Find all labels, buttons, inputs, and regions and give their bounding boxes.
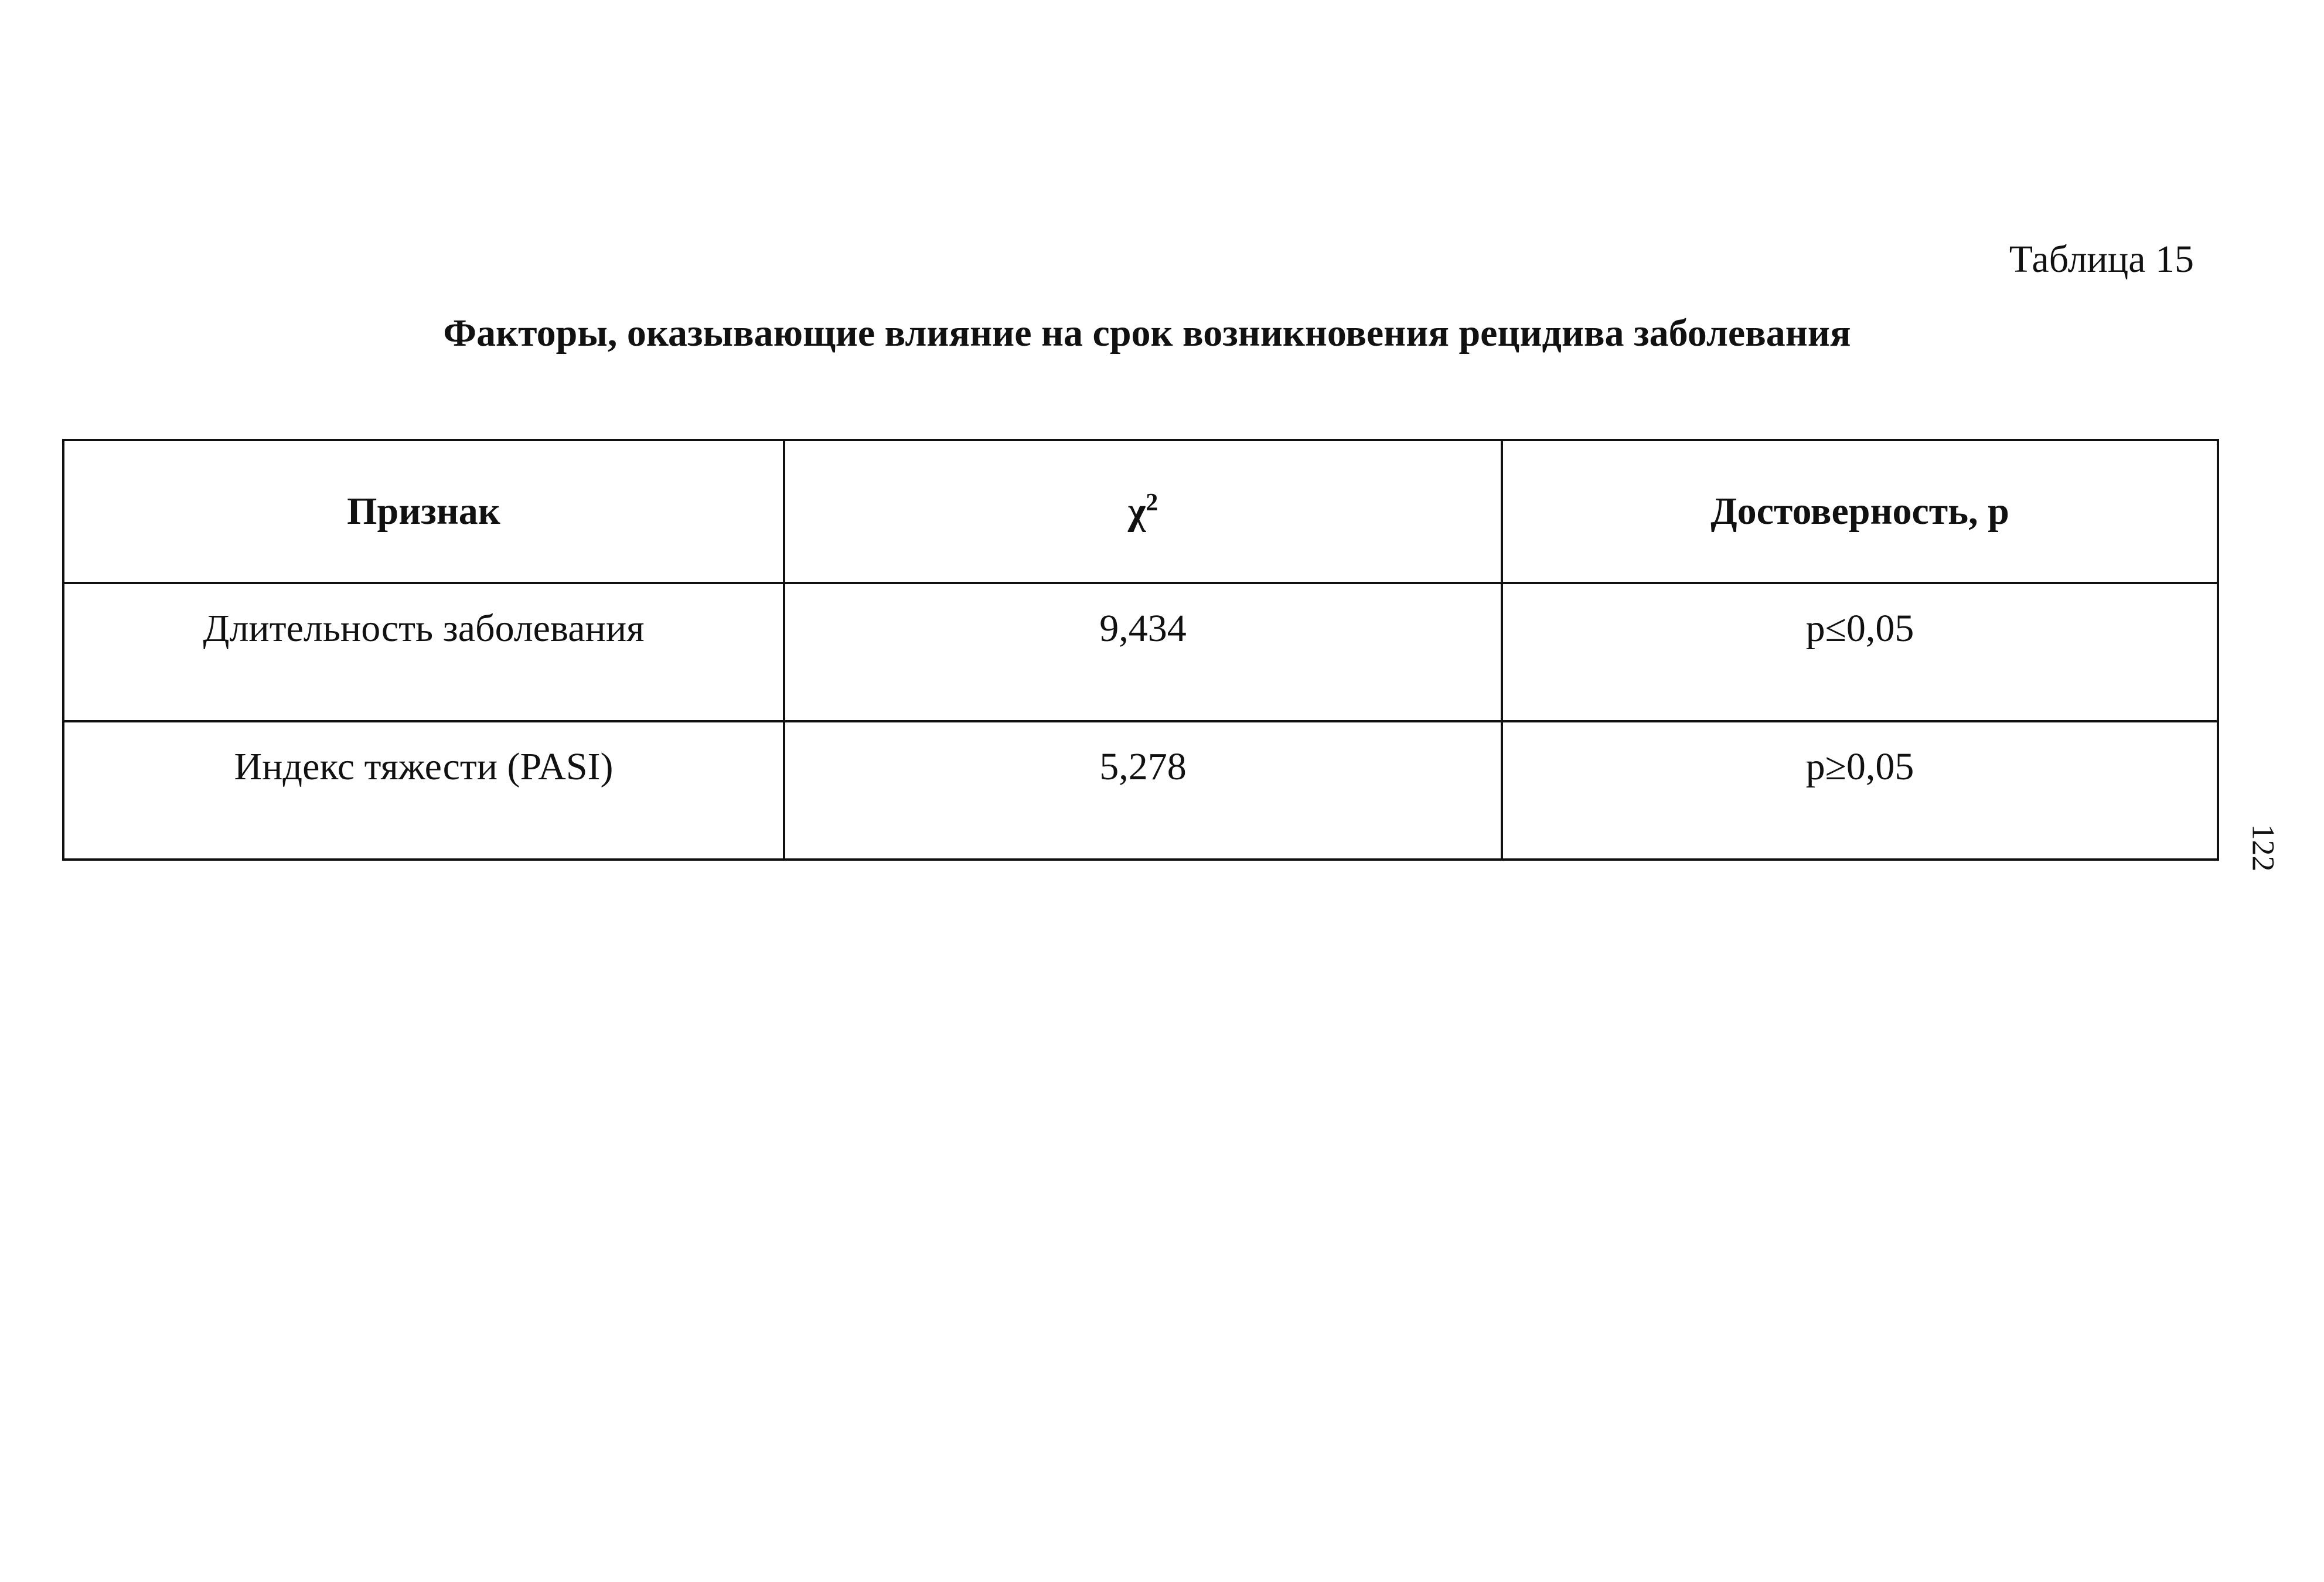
cell-feature: Длительность заболевания xyxy=(63,583,784,721)
table-title: Факторы, оказывающие влияние на срок возникновения рецидива заболевания xyxy=(443,312,1851,354)
chi-symbol: χ xyxy=(1127,490,1146,533)
page-number: 122 xyxy=(2245,824,2281,872)
header-significance: Достоверность, р xyxy=(1502,440,2218,583)
cell-p-value: р≥0,05 xyxy=(1502,721,2218,860)
table-row xyxy=(63,583,2218,721)
cell-chi2: 9,434 xyxy=(784,583,1502,721)
results-table xyxy=(62,439,2219,861)
cell-feature: Индекс тяжести (PASI) xyxy=(63,721,784,860)
header-chi-square xyxy=(784,440,1502,583)
header-feature: Признак xyxy=(63,440,784,583)
table-label: Таблица 15 xyxy=(2009,238,2194,281)
cell-p-value: р≤0,05 xyxy=(1502,583,2218,721)
table-row xyxy=(63,721,2218,860)
cell-chi2: 5,278 xyxy=(784,721,1502,860)
table-header-row xyxy=(63,440,2218,583)
chi-superscript: 2 xyxy=(1146,489,1158,516)
